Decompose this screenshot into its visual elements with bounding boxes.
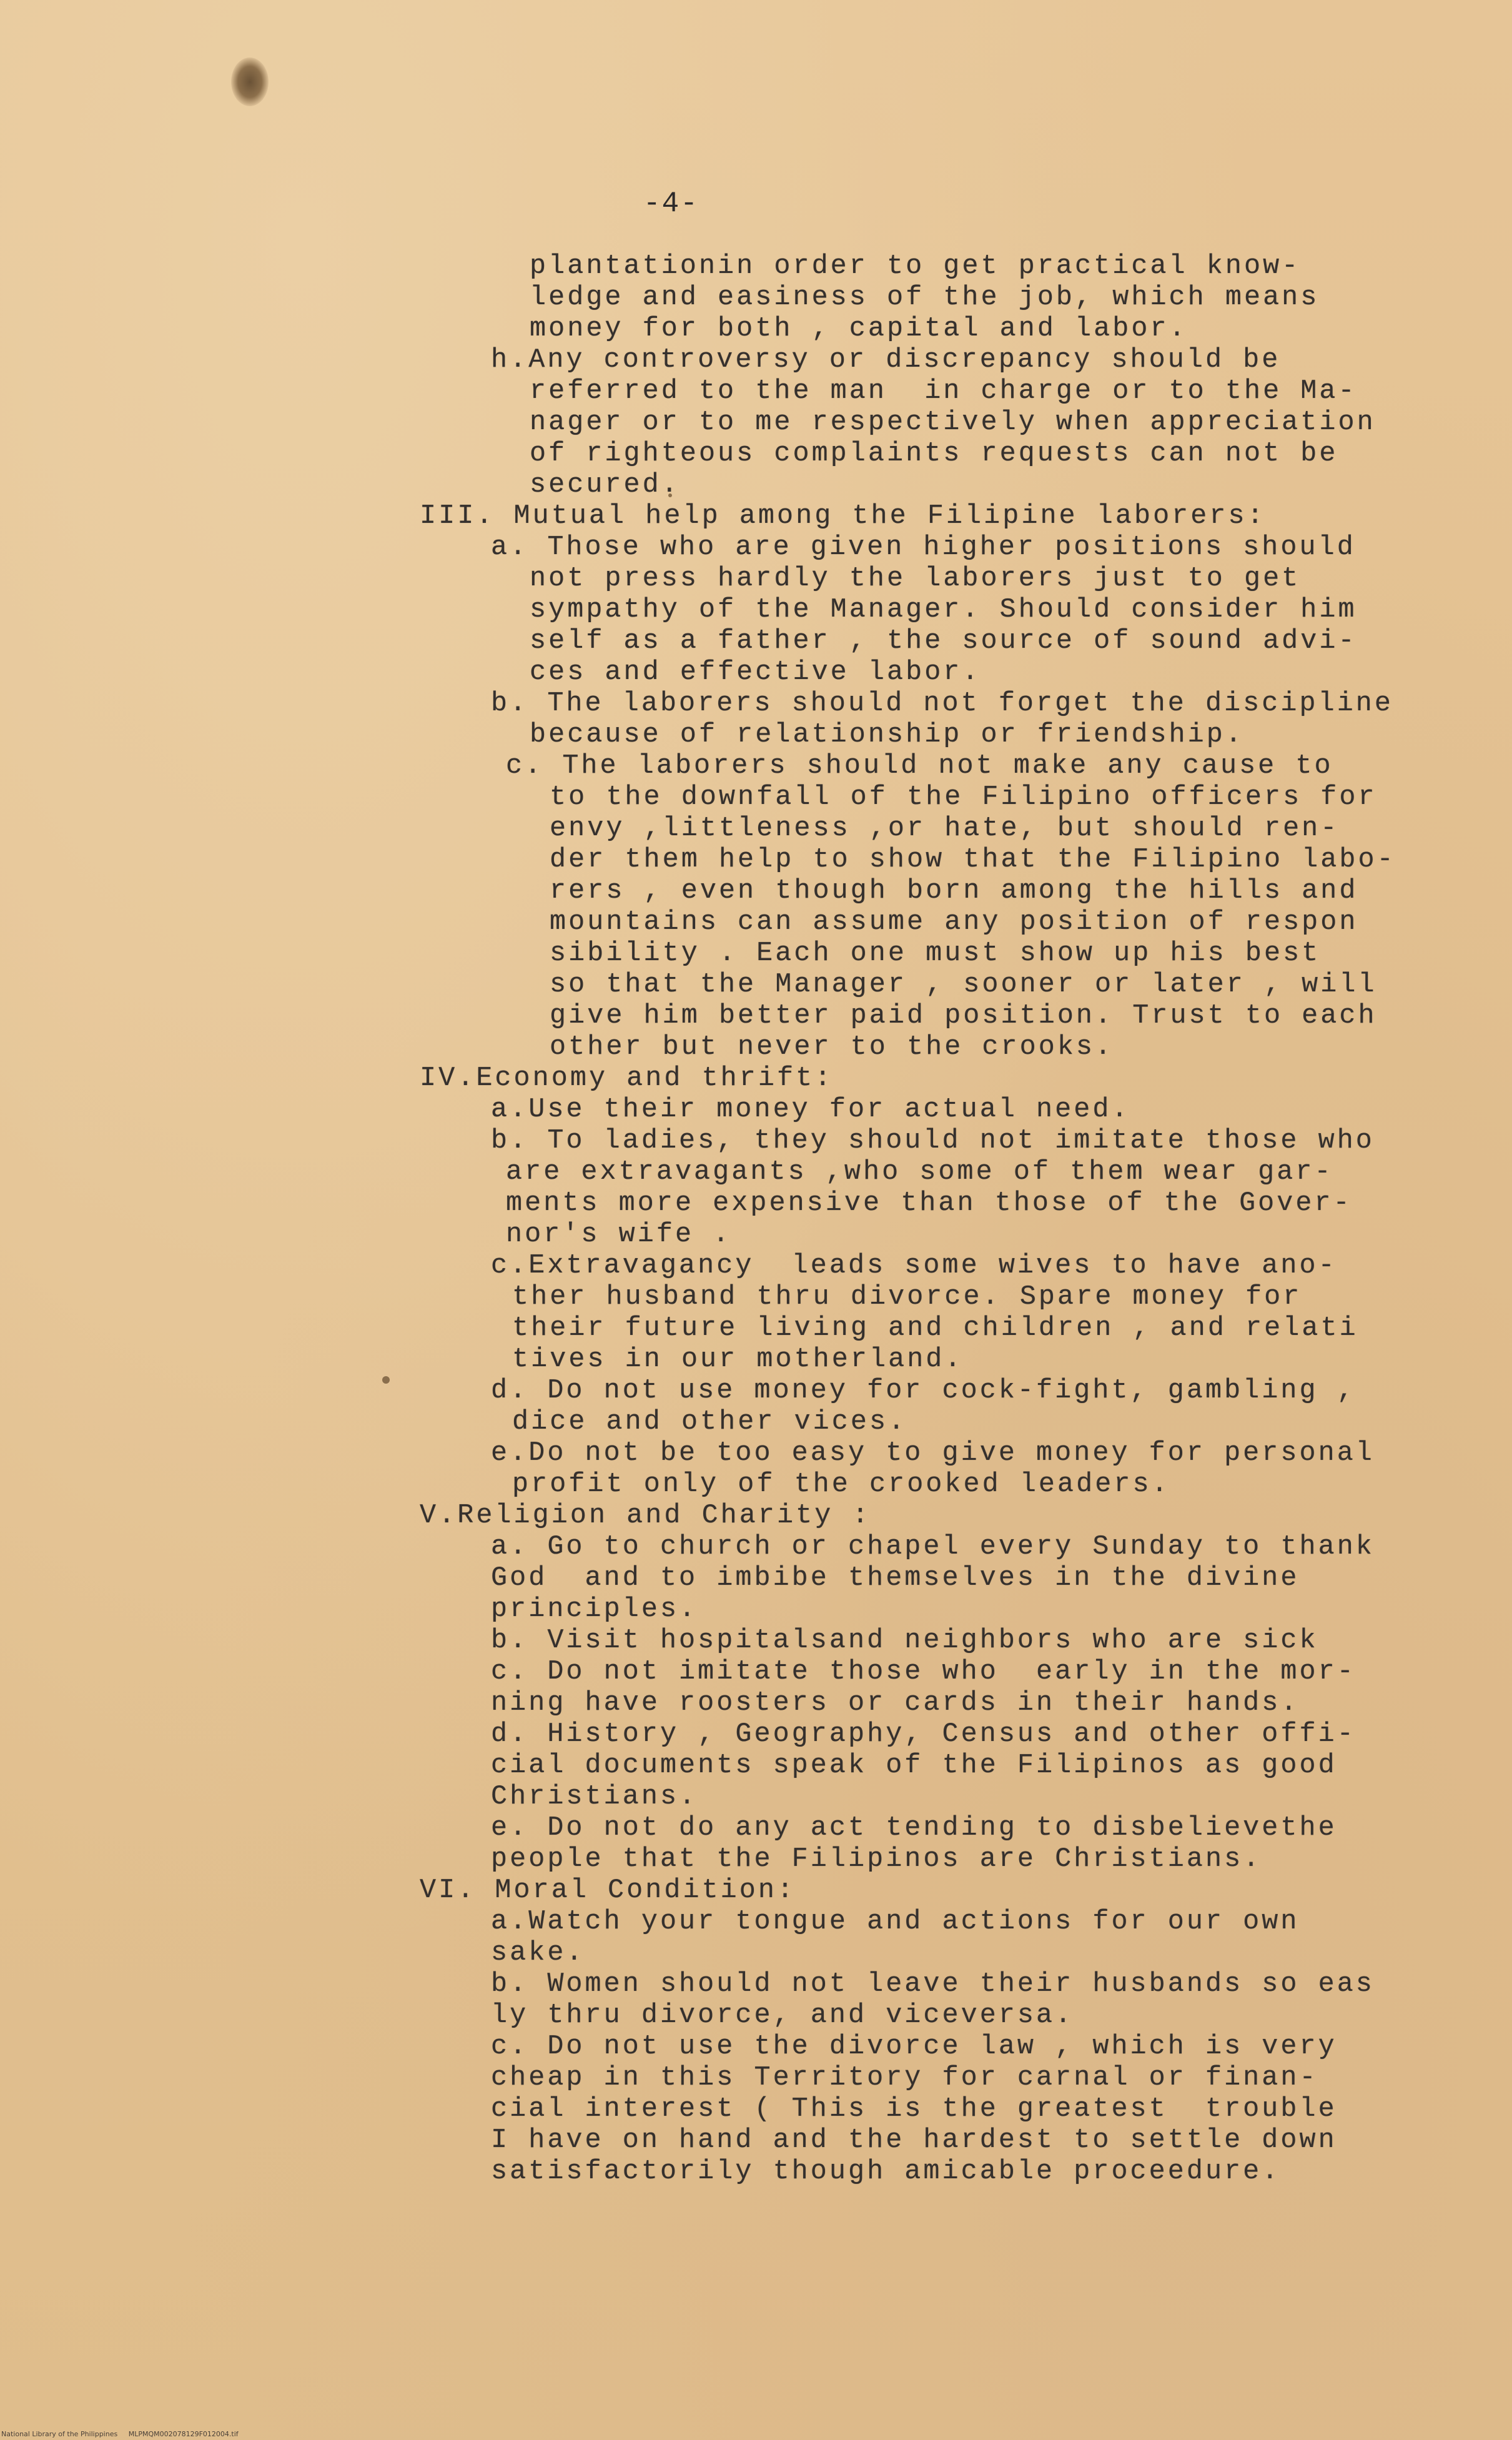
text-line: d. Do not use money for cock-fight, gambling , <box>491 1376 1356 1406</box>
text-line: ments more expensive than those of the Gover- <box>506 1188 1352 1219</box>
text-line: cial documents speak of the Filipinos as good <box>491 1750 1337 1781</box>
text-line: rers , even though born among the hills and <box>550 876 1358 906</box>
text-line: of righteous complaints requests can not be <box>530 439 1338 469</box>
text-line: cheap in this Territory for carnal or finan- <box>491 2063 1318 2093</box>
text-line: profit only of the crooked leaders. <box>512 1469 1170 1500</box>
text-line: God and to imbibe themselves in the divine <box>491 1563 1300 1594</box>
text-line: give him better paid position. Trust to each <box>550 1001 1377 1031</box>
text-line: mountains can assume any position of respon <box>550 907 1358 938</box>
text-line: sibility . Each one must show up his best <box>550 938 1321 969</box>
text-line: plantationin order to get practical know- <box>530 251 1301 282</box>
text-line: ledge and easiness of the job, which means <box>530 282 1320 313</box>
footer-library: National Library of the Philippines <box>1 2430 118 2438</box>
section-heading: V.Religion and Charity : <box>420 1500 871 1531</box>
text-line: tives in our motherland. <box>512 1344 964 1375</box>
text-line: a. Go to church or chapel every Sunday to thank <box>491 1532 1375 1562</box>
text-line: people that the Filipinos are Christians. <box>491 1844 1262 1875</box>
text-line: are extravagants ,who some of them wear gar- <box>506 1157 1333 1188</box>
ink-stain <box>231 57 269 106</box>
footer-file-id: MLPMQM002078129F012004.tif <box>128 2430 239 2438</box>
text-line: c.Extravagancy leads some wives to have ano- <box>491 1251 1337 1281</box>
text-line: principles. <box>491 1594 698 1625</box>
text-line: their future living and children , and relati <box>512 1313 1358 1344</box>
text-line: because of relationship or friendship. <box>530 720 1244 750</box>
text-line: referred to the man in charge or to the Ma- <box>530 376 1357 407</box>
text-line: e. Do not do any act tending to disbelievethe <box>491 1813 1337 1843</box>
text-line: ther husband thru divorce. Spare money for <box>512 1282 1302 1312</box>
text-line: self as a father , the source of sound advi- <box>530 626 1357 657</box>
text-line: sake. <box>491 1938 585 1968</box>
section-heading: III. Mutual help among the Filipine laborers: <box>420 501 1266 532</box>
text-line: b. The laborers should not forget the discipline <box>491 688 1394 719</box>
scan-footer <box>1 2430 239 2439</box>
text-line: I have on hand and the hardest to settle down <box>491 2125 1337 2156</box>
text-line: c. Do not imitate those who early in the mor- <box>491 1657 1356 1687</box>
text-line: nor's wife . <box>506 1219 732 1250</box>
text-line: to the downfall of the Filipino officers for <box>550 782 1377 813</box>
text-line: Christians. <box>491 1782 698 1812</box>
text-line: a. Those who are given higher positions should <box>491 532 1356 563</box>
text-line: ly thru divorce, and viceversa. <box>491 2000 1074 2031</box>
section-heading: VI. Moral Condition: <box>420 1875 796 1906</box>
text-line: secured. <box>530 470 680 500</box>
text-line: so that the Manager , sooner or later , will <box>550 970 1377 1000</box>
page-number: -4- <box>643 187 699 220</box>
text-line: c. Do not use the divorce law , which is very <box>491 2031 1337 2062</box>
text-line: e.Do not be too easy to give money for personal <box>491 1438 1375 1469</box>
text-line: a.Watch your tongue and actions for our own <box>491 1907 1300 1937</box>
text-line: nager or to me respectively when appreciation <box>530 407 1376 438</box>
text-line: b. Visit hospitalsand neighbors who are sick <box>491 1625 1318 1656</box>
text-line: a.Use their money for actual need. <box>491 1094 1130 1125</box>
text-line: ning have roosters or cards in their hands. <box>491 1688 1300 1718</box>
text-line: money for both , capital and labor. <box>530 314 1188 344</box>
text-line: der them help to show that the Filipino labo- <box>550 845 1396 875</box>
text-line: sympathy of the Manager. Should consider him <box>530 595 1357 625</box>
paper-speck <box>382 1376 390 1384</box>
text-line: envy ,littleness ,or hate, but should ren- <box>550 813 1340 844</box>
text-line: b. To ladies, they should not imitate those who <box>491 1126 1375 1156</box>
text-line: not press hardly the laborers just to get <box>530 563 1301 594</box>
section-heading: IV.Economy and thrift: <box>420 1063 834 1094</box>
text-line: c. The laborers should not make any cause to <box>506 751 1333 781</box>
text-line: d. History , Geography, Census and other offi- <box>491 1719 1356 1750</box>
text-line: cial interest ( This is the greatest trouble <box>491 2094 1337 2125</box>
text-line: ces and effective labor. <box>530 657 981 688</box>
text-line: satisfactorily though amicable proceedure. <box>491 2156 1281 2187</box>
text-line: dice and other vices. <box>512 1407 907 1437</box>
text-line: other but never to the crooks. <box>550 1032 1114 1063</box>
text-line: h.Any controversy or discrepancy should be <box>491 345 1281 375</box>
text-line: b. Women should not leave their husbands so eas <box>491 1969 1375 2000</box>
